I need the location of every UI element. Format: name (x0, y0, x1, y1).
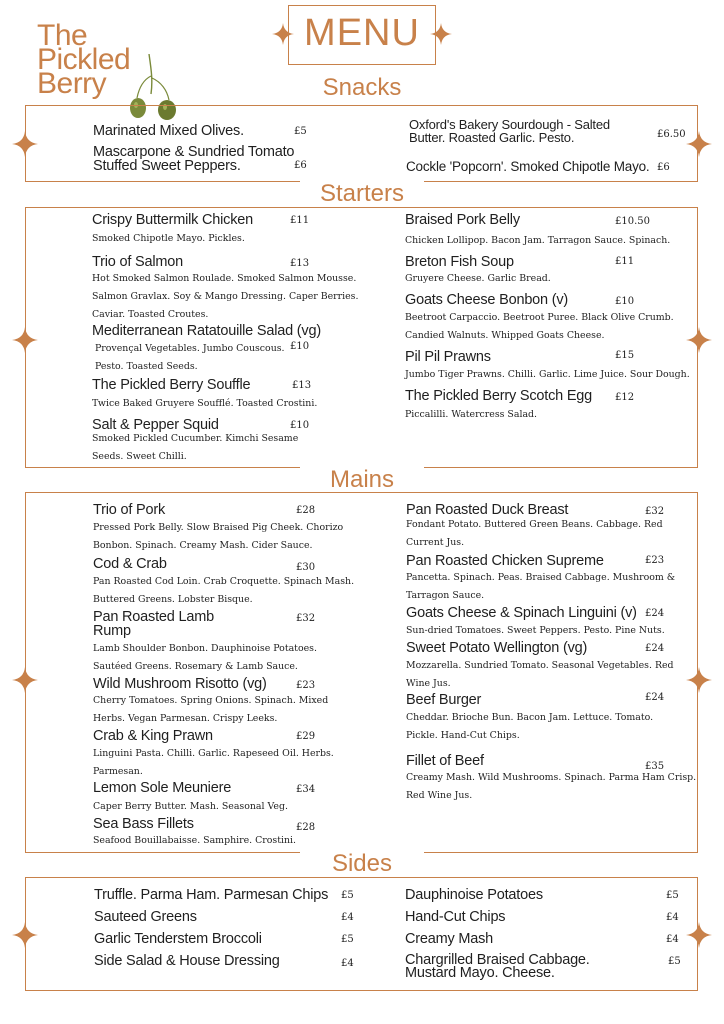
starter-item-name: The Pickled Berry Souffle (92, 377, 251, 393)
starter-item-price: £10.50 (615, 216, 650, 227)
starter-item-name: Crispy Buttermilk Chicken (92, 212, 253, 228)
main-item-price: £24 (645, 608, 665, 619)
sparkle-icon (12, 922, 38, 948)
starter-item-name: Braised Pork Belly (405, 212, 520, 228)
side-item-name: Garlic Tenderstem Broccoli (94, 931, 262, 947)
starter-item-desc: Smoked Chipotle Mayo. Pickles. (92, 233, 245, 244)
main-item-name: Pan Roasted Duck Breast (406, 502, 569, 518)
starter-item-name: Breton Fish Soup (405, 254, 514, 270)
starter-item-price: £11 (290, 215, 310, 226)
starter-item-desc: Provençal Vegetables. Jumbo Couscous. Pesto. Toasted Seeds. (95, 343, 285, 372)
main-item-desc: Sun-dried Tomatoes. Sweet Peppers. Pesto. Pine Nuts. (406, 625, 665, 636)
section-title-sides: Sides (300, 850, 424, 878)
starter-item-name: Trio of Salmon (92, 254, 183, 270)
side-item-name: Creamy Mash (405, 931, 494, 947)
menu-title: MENU (304, 12, 420, 54)
main-item-desc: Cheddar. Brioche Bun. Bacon Jam. Lettuce. Tomato. Pickle. Hand-Cut Chips. (406, 712, 654, 741)
main-item-name: Goats Cheese & Spinach Linguini (v) (406, 605, 637, 621)
side-item-name: Sauteed Greens (94, 909, 197, 925)
main-item-price: £23 (296, 680, 316, 691)
snack-item-name: Mascarpone & Sundried Tomato Stuffed Sweet Peppers. (93, 144, 295, 174)
main-item-price: £23 (645, 555, 665, 566)
main-item-price: £28 (296, 822, 316, 833)
main-item-price: £30 (296, 562, 316, 573)
main-item-price: £32 (645, 506, 665, 517)
side-item-name: Chargrilled Braised Cabbage. Mustard Mayo. Cheese. (405, 952, 590, 981)
main-item-name: Sea Bass Fillets (93, 816, 194, 832)
sparkle-icon (686, 922, 712, 948)
starter-item-price: £15 (615, 350, 635, 361)
side-item-name: Dauphinoise Potatoes (405, 887, 543, 903)
side-item-price: £5 (668, 956, 681, 967)
main-item-desc: Fondant Potato. Buttered Green Beans. Cabbage. Red Current Jus. (406, 519, 663, 548)
snack-item-name: Marinated Mixed Olives. (93, 123, 244, 139)
main-item-desc: Mozzarella. Sundried Tomato. Seasonal Vegetables. Red Wine Jus. (406, 660, 674, 689)
snack-item-price: £6.50 (657, 129, 686, 140)
starter-item-desc: Twice Baked Gruyere Soufflé. Toasted Crostini. (92, 398, 318, 409)
sparkle-icon (686, 131, 712, 157)
starter-item-price: £13 (290, 258, 310, 269)
sparkle-icon (430, 23, 452, 45)
starter-item-name: Pil Pil Prawns (405, 349, 491, 365)
side-item-price: £5 (341, 934, 354, 945)
menu-title-box (288, 5, 436, 65)
main-item-price: £34 (296, 784, 316, 795)
section-title-mains: Mains (300, 466, 424, 494)
main-item-price: £35 (645, 761, 665, 772)
starter-item-desc: Jumbo Tiger Prawns. Chilli. Garlic. Lime Juice. Sour Dough. (405, 369, 690, 380)
side-item-price: £4 (341, 958, 354, 969)
starter-item-price: £11 (615, 256, 635, 267)
snack-item-price: £5 (294, 126, 307, 137)
main-item-price: £28 (296, 505, 316, 516)
starter-item-price: £10 (615, 296, 635, 307)
main-item-name: Wild Mushroom Risotto (vg) (93, 676, 267, 692)
main-item-name: Trio of Pork (93, 502, 165, 518)
sparkle-icon (686, 327, 712, 353)
sparkle-icon (272, 23, 294, 45)
starter-item-price: £10 (290, 341, 310, 352)
side-item-price: £5 (341, 890, 354, 901)
main-item-price: £24 (645, 643, 665, 654)
side-item-price: £4 (666, 934, 679, 945)
starter-item-desc: Gruyere Cheese. Garlic Bread. (405, 273, 551, 284)
main-item-name: Pan Roasted Lamb Rump (93, 609, 214, 639)
starter-item-price: £10 (290, 420, 310, 431)
starter-item-desc: Hot Smoked Salmon Roulade. Smoked Salmon Mousse. Salmon Gravlax. Soy & Mango Dressing. Caper Berries. Caviar. Toasted Croutes. (92, 273, 359, 320)
main-item-name: Sweet Potato Wellington (vg) (406, 640, 588, 656)
sparkle-icon (12, 131, 38, 157)
side-item-price: £4 (341, 912, 354, 923)
side-item-price: £5 (666, 890, 679, 901)
starter-item-name: Mediterranean Ratatouille Salad (vg) (92, 323, 321, 339)
main-item-desc: Creamy Mash. Wild Mushrooms. Spinach. Parma Ham Crisp. Red Wine Jus. (406, 772, 697, 801)
main-item-price: £32 (296, 613, 316, 624)
starter-item-name: The Pickled Berry Scotch Egg (405, 388, 593, 404)
starter-item-desc: Piccalilli. Watercress Salad. (405, 409, 538, 420)
starter-item-name: Goats Cheese Bonbon (v) (405, 292, 569, 308)
main-item-desc: Lamb Shoulder Bonbon. Dauphinoise Potatoes. Sautéed Greens. Rosemary & Lamb Sauce. (93, 643, 317, 672)
starter-item-price: £13 (292, 380, 312, 391)
main-item-price: £24 (645, 692, 665, 703)
main-item-desc: Caper Berry Butter. Mash. Seasonal Veg. (93, 801, 288, 812)
starter-item-desc: Beetroot Carpaccio. Beetroot Puree. Black Olive Crumb. Candied Walnuts. Whipped Goats Cheese. (405, 312, 674, 341)
main-item-desc: Cherry Tomatoes. Spring Onions. Spinach. Mixed Herbs. Vegan Parmesan. Crispy Leeks. (93, 695, 329, 724)
section-title-starters: Starters (300, 180, 424, 208)
logo-line-1: The (37, 19, 88, 52)
main-item-name: Crab & King Prawn (93, 728, 213, 744)
main-item-price: £29 (296, 731, 316, 742)
side-item-name: Side Salad & House Dressing (94, 953, 280, 969)
side-item-name: Truffle. Parma Ham. Parmesan Chips (94, 887, 329, 903)
sparkle-icon (12, 327, 38, 353)
main-item-desc: Pancetta. Spinach. Peas. Braised Cabbage. Mushroom & Tarragon Sauce. (406, 572, 676, 601)
main-item-name: Pan Roasted Chicken Supreme (406, 553, 604, 569)
logo-line-2: Pickled (37, 43, 131, 76)
main-item-name: Fillet of Beef (406, 753, 484, 769)
starter-item-price: £12 (615, 392, 635, 403)
main-item-name: Lemon Sole Meuniere (93, 780, 232, 796)
main-item-desc: Pan Roasted Cod Loin. Crab Croquette. Spinach Mash. Buttered Greens. Lobster Bisque. (93, 576, 355, 605)
logo-line-3: Berry (37, 67, 107, 100)
side-item-name: Hand-Cut Chips (405, 909, 506, 925)
main-item-desc: Seafood Bouillabaisse. Samphire. Crostini. (93, 835, 296, 846)
snack-item-name: Oxford's Bakery Sourdough - Salted Butter. Roasted Garlic. Pesto. (409, 117, 610, 145)
sparkle-icon (12, 667, 38, 693)
section-title-snacks: Snacks (300, 74, 424, 102)
starter-item-desc: Chicken Lollipop. Bacon Jam. Tarragon Sauce. Spinach. (405, 235, 671, 246)
logo (37, 19, 177, 107)
main-item-desc: Linguini Pasta. Chilli. Garlic. Rapeseed Oil. Herbs. Parmesan. (93, 748, 334, 777)
main-item-name: Beef Burger (406, 692, 482, 708)
main-item-desc: Pressed Pork Belly. Slow Braised Pig Cheek. Chorizo Bonbon. Spinach. Creamy Mash. Cider Sauce. (93, 522, 344, 551)
starter-item-name: Salt & Pepper Squid (92, 417, 219, 433)
sparkle-icon (686, 667, 712, 693)
main-item-name: Cod & Crab (93, 556, 167, 572)
side-item-price: £4 (666, 912, 679, 923)
starter-item-desc: Smoked Pickled Cucumber. Kimchi Sesame Seeds. Sweet Chilli. (92, 433, 299, 462)
snack-item-name: Cockle 'Popcorn'. Smoked Chipotle Mayo. (406, 159, 650, 174)
snack-item-price: £6 (294, 160, 307, 171)
snack-item-price: £6 (657, 162, 670, 173)
